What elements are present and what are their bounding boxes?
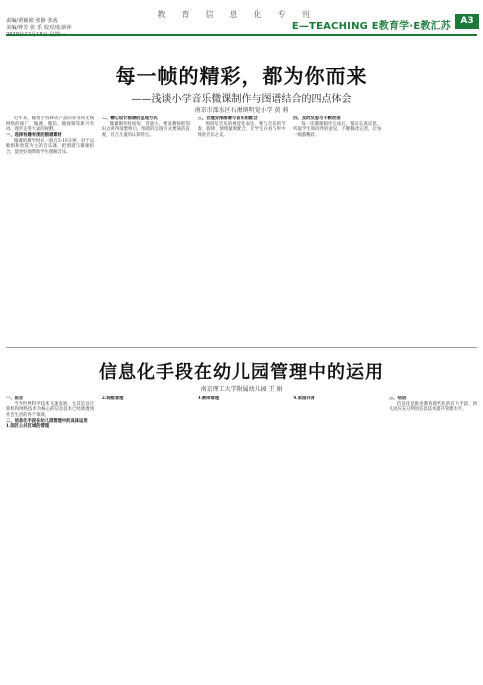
article2-headline: 信息化手段在幼儿园管理中的运用 [99,362,384,383]
article1-section-heading: 二、精心设计图谱的呈现方式 [101,116,158,121]
article1-paragraph: 微课的教学时长一般在5-10分钟，对于以歌唱和欣赏为主的音乐课，把图谱与微课结合，能更好地帮助学生理解音乐。 [6,138,94,155]
section-title: E—TEACHING E教育学·E教汇苏 [291,21,451,32]
article1-section-heading: 四、及时反思与不断改进 [293,116,341,121]
issue-line: 美编/钟芳 张 乐 校对/张新萍 [6,25,72,31]
article2-column-2 [102,396,190,680]
article1-column-2 [102,116,190,341]
article2-subsection-heading: 2.班级管理 [101,396,124,401]
page-number-badge: A3 [455,14,479,29]
article1-paragraph: 每一次微课制作完成后，都应认真反思，听取学生和同伴的意见，不断修改完善，让每一帧都精彩。 [293,121,382,138]
article2-section-heading: 二、信息化手段在幼儿园管理中的具体运用 [6,418,88,424]
article2-section-heading: 一、前言 [6,396,24,401]
article2-subsection-heading: 1.园区公共区域的管理 [6,424,50,430]
article-divider [6,347,477,348]
article1-column-3 [198,116,286,341]
article1-column-4 [293,116,381,341]
article2-section-heading: 三、结语 [389,396,407,401]
masthead-band [0,2,483,19]
article1-paragraph: 微课制作时间短、容量小，要求教师把知识点讲得清楚明白，图谱的呈现方式要简洁直观，符合儿童的认知特点。 [101,121,190,138]
article2-paragraph: 信息化是推进教育现代化的有力手段，幼儿园应充分利用信息技术提升管理水平。 [389,401,477,413]
masthead [0,0,483,34]
masthead-rule [6,34,477,36]
article1-section-heading: 三、合理安排图谱与音乐的配合 [197,116,258,121]
article2-column-1 [6,396,94,680]
article2-column-3 [198,396,286,680]
article2-subsection-heading: 4.家园共育 [293,396,315,401]
article1-paragraph: 图谱是音乐的视觉化表达，要与音乐的节奏、旋律、情绪紧密配合，让学生在看与听中体验音乐之美。 [197,121,286,138]
editor-line: 责编/黄颖娟 张静 张茜 [6,18,58,24]
masthead-band-title: 教育信息化专刊 [157,10,326,19]
article2-body [6,396,477,680]
article2-paragraph: 当今世界科学技术飞速发展，尤其是以计算机和网络技术为核心的信息技术已经渗透到社会生活的各个领域。 [6,401,94,418]
article1-column-5 [389,116,477,341]
article1-body [6,116,477,341]
article1-headline: 每一帧的精彩，都为你而来 [115,64,368,88]
article1-byline: 南京市溧水区石湫镇明觉小学 黄 莉 [194,107,289,114]
article1-subhead: ——浅谈小学音乐微课制作与图谱结合的四点体会 [131,94,352,105]
article2-column-5 [389,396,477,680]
article2-subsection-heading: 3.教师管理 [197,396,220,401]
article1-section-heading: 一、选择有趣有度的图谱素材 [6,132,62,138]
article2-column-4 [293,396,381,680]
article2-byline: 南京理工大学附属幼儿园 王 娟 [200,386,283,393]
article1-column-1 [6,116,94,341]
article1-paragraph: 近年来，随着手持移动产品的普及和无线网络的推广，微课、微信、微视频等新兴名词，逐步走进大家的视野。 [6,116,94,133]
